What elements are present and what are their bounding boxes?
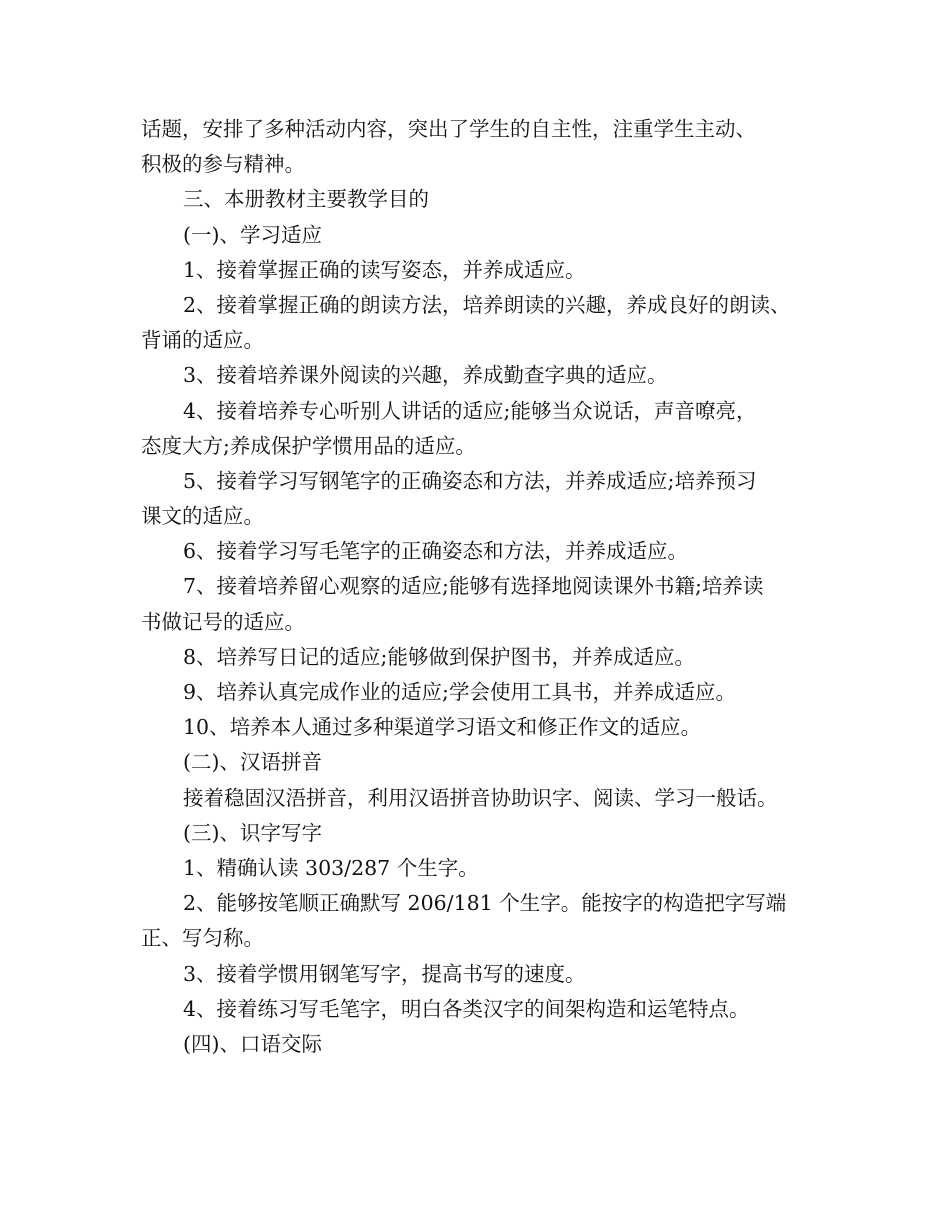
list-item-continuation: 书做记号的适应。 [141, 609, 305, 634]
list-item: 4、接着培养专心听别人讲话的适应;能够当众说话，声音嘹亮， [183, 398, 757, 423]
list-item: 1、精确认读 303/287 个生字。 [183, 855, 479, 880]
paragraph-line: 话题，安排了多种活动内容，突出了学生的自主性，注重学生主动、 [141, 117, 756, 141]
list-item: 8、培养写日记的适应;能够做到保护图书，并养成适应。 [183, 644, 695, 669]
subsection-heading: (三)、识字写字 [183, 820, 322, 845]
list-item-continuation: 课文的适应。 [141, 504, 264, 529]
paragraph-line: 积极的参与精神。 [141, 152, 305, 177]
paragraph-line: 接着稳固汉浯拼音，利用汉语拼音协助识字、阅读、学习一般话。 [183, 785, 778, 810]
list-item: 5、接着学习写钢笔字的正确姿态和方法，并养成适应;培养预习 [183, 468, 757, 493]
body-text [141, 112, 827, 1062]
list-item: 3、接着培养课外阅读的兴趣，养成勤查字典的适应。 [183, 363, 668, 388]
list-item: 2、接着掌握正确的朗读方法，培养朗读的兴趣，养成良好的朗读、 [183, 292, 791, 317]
list-item-continuation: 正、写匀称。 [141, 926, 264, 951]
list-item: 4、接着练习写毛笔字，明白各类汉字的间架构造和运笔特点。 [183, 996, 750, 1021]
list-item: 3、接着学惯用钢笔写字，提高书写的速度。 [183, 961, 586, 986]
list-item: 1、接着掌握正确的读写姿态，并养成适应。 [183, 257, 586, 282]
list-item: 7、接着培养留心观察的适应;能够有选择地阅读课外书籍;培养读 [183, 574, 764, 599]
subsection-heading: (四)、口语交际 [183, 1031, 322, 1056]
list-item: 10、培养本人通过多种渠道学习语文和修正作文的适应。 [183, 715, 702, 740]
list-item: 2、能够按笔顺正确默写 206/181 个生字。能按字的构造把字写端 [183, 891, 787, 916]
subsection-heading: (一)、学习适应 [183, 222, 322, 247]
list-item: 6、接着学习写毛笔字的正确姿态和方法，并养成适应。 [183, 539, 689, 564]
list-item: 9、培养认真完成作业的适应;学会使用工具书，并养成适应。 [183, 680, 736, 704]
list-item-continuation: 背诵的适应。 [141, 328, 264, 353]
subsection-heading: (二)、汉语拼音 [183, 750, 322, 775]
section-heading: 三、本册教材主要教学目的 [183, 187, 429, 212]
list-item-continuation: 态度大方;养成保护学惯用品的适应。 [141, 433, 476, 458]
